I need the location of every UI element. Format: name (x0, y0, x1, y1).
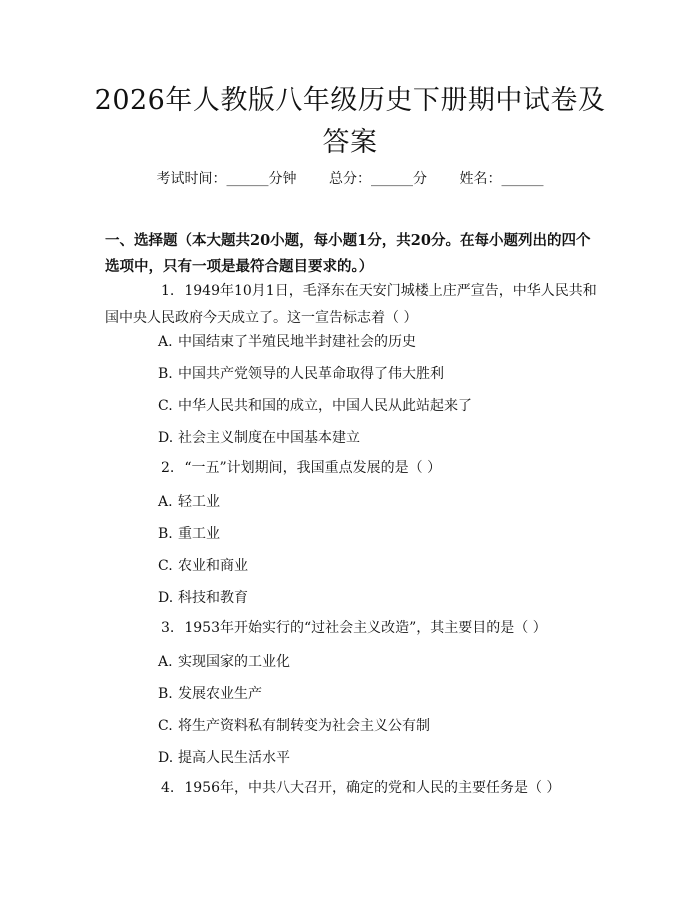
option-2c (158, 556, 248, 576)
option-1b (158, 364, 444, 384)
question-2 (105, 455, 600, 482)
option-text: 中国共产党领导的人民革命取得了伟大胜利 (178, 366, 444, 382)
exam-time-label: 考试时间：______分钟 (156, 171, 297, 187)
option-text: 重工业 (178, 526, 220, 542)
option-2a (158, 492, 220, 512)
option-letter: A. (158, 334, 173, 350)
option-2d (158, 588, 248, 608)
option-letter: D. (158, 750, 174, 766)
option-text: 中华人民共和国的成立，中国人民从此站起来了 (178, 398, 472, 414)
question-number: 4. (161, 780, 175, 796)
option-letter: B. (158, 686, 173, 702)
option-letter: C. (158, 398, 173, 414)
option-letter: D. (158, 590, 174, 606)
option-letter: B. (158, 366, 173, 382)
option-1c (158, 396, 472, 416)
option-text: 实现国家的工业化 (178, 654, 290, 670)
section-heading: 一、选择题（本大题共20小题，每小题1分，共20分。在每小题列出的四个选项中，只有一项是最符合题目要求的。） (105, 232, 591, 275)
question-number: 2. (161, 460, 175, 476)
option-letter: C. (158, 558, 173, 574)
option-1a (158, 332, 416, 352)
option-text: 轻工业 (178, 494, 220, 510)
question-4 (105, 775, 600, 802)
question-text: “一五”计划期间，我国重点发展的是（ ） (184, 460, 442, 476)
option-3d (158, 748, 290, 768)
student-name-label: 姓名：______ (459, 171, 544, 187)
option-letter: A. (158, 654, 173, 670)
question-number: 1. (161, 283, 175, 299)
option-text: 发展农业生产 (178, 686, 262, 702)
question-1 (105, 278, 600, 332)
option-letter: A. (158, 494, 173, 510)
question-text: 1956年，中共八大召开，确定的党和人民的主要任务是（ ） (184, 780, 561, 796)
option-3a (158, 652, 290, 672)
option-text: 农业和商业 (178, 558, 248, 574)
option-text: 科技和教育 (178, 590, 248, 606)
exam-meta (0, 168, 700, 188)
question-text: 1949年10月1日，毛泽东在天安门城楼上庄严宣告，中华人民共和国中央人民政府今天成立了。这一宣告标志着（ ） (105, 283, 597, 326)
option-text: 提高人民生活水平 (178, 750, 290, 766)
option-letter: D. (158, 430, 174, 446)
option-3b (158, 684, 262, 704)
option-3c (158, 716, 430, 736)
option-letter: B. (158, 526, 173, 542)
option-2b (158, 524, 220, 544)
total-score-label: 总分：______分 (329, 171, 427, 187)
page-title: 2026年人教版八年级历史下册期中试卷及答案 (94, 85, 606, 158)
question-3 (105, 615, 600, 642)
question-number: 3. (161, 620, 175, 636)
option-1d (158, 428, 360, 448)
option-letter: C. (158, 718, 173, 734)
option-text: 将生产资料私有制转变为社会主义公有制 (178, 718, 430, 734)
option-text: 中国结束了半殖民地半封建社会的历史 (178, 334, 416, 350)
option-text: 社会主义制度在中国基本建立 (178, 430, 360, 446)
question-text: 1953年开始实行的“过社会主义改造”，其主要目的是（ ） (184, 620, 547, 636)
